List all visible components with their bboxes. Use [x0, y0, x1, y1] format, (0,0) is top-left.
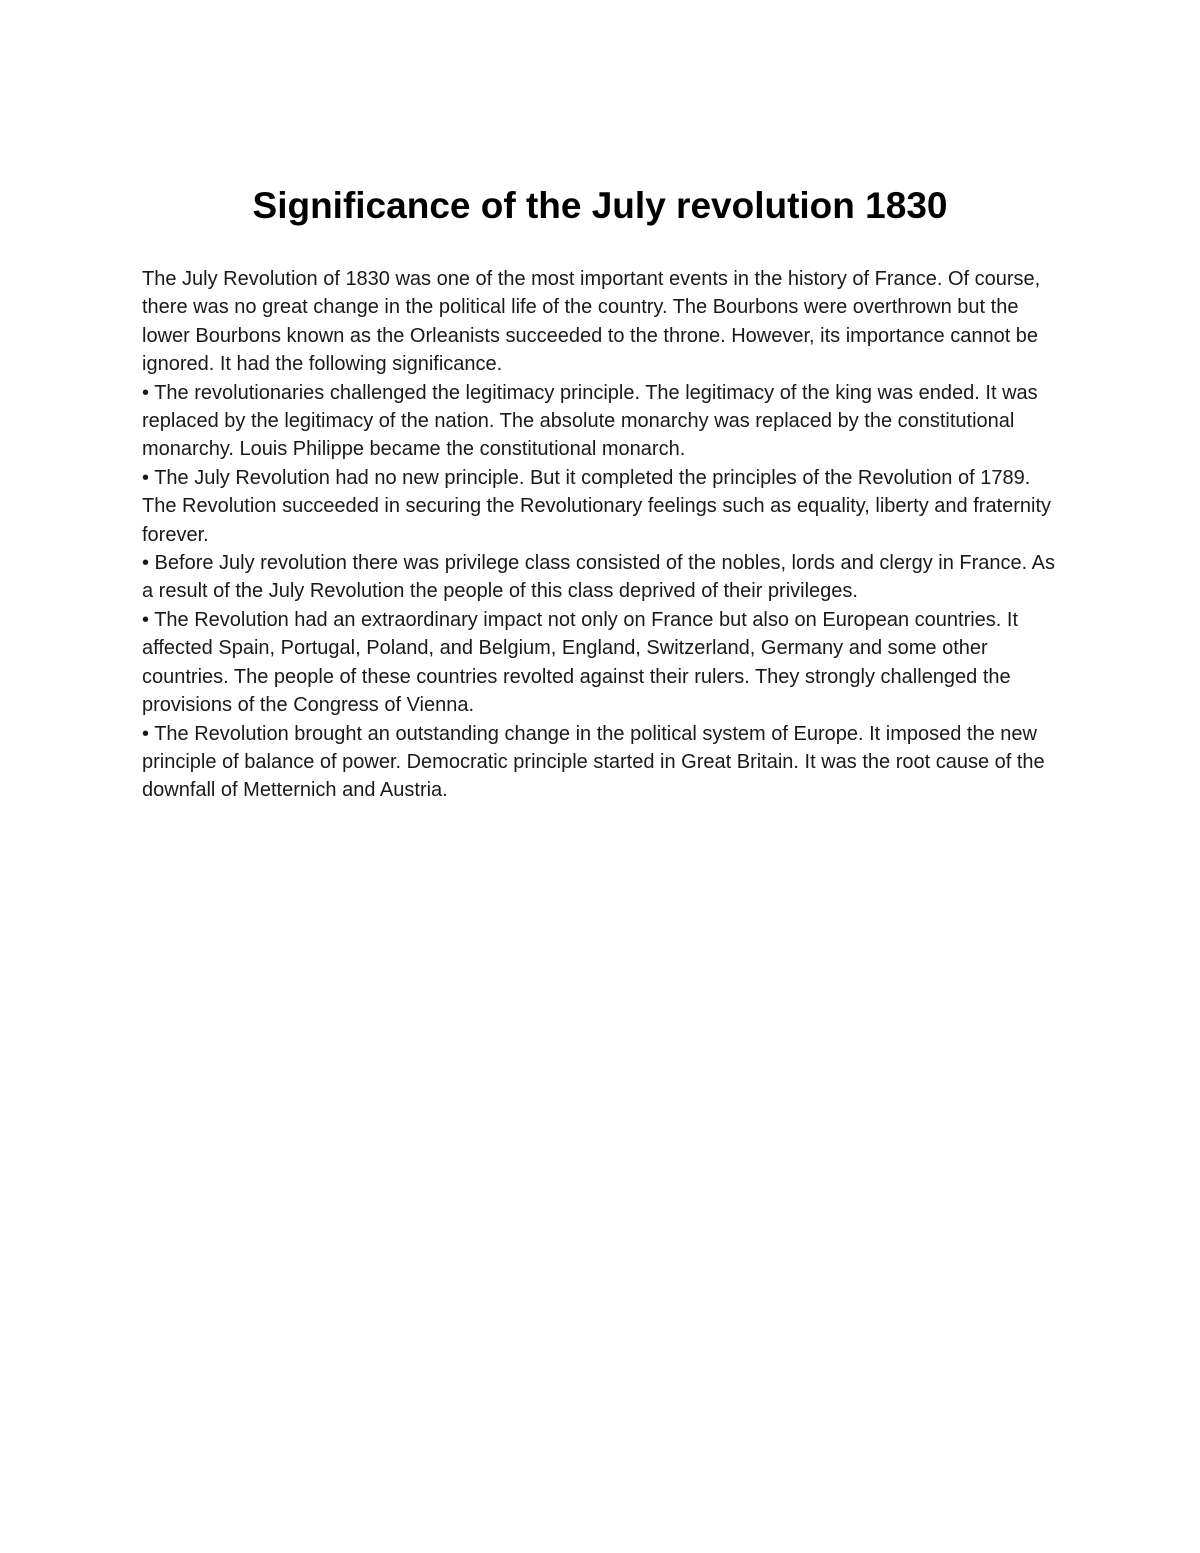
bullet-paragraph-europe-impact: • The Revolution had an extraordinary impact not only on France but also on European countries. It affected Spain, Portugal, Poland, and Belgium, England, Switzerland, Germany and some other countries. The people of these countries revolted against their rulers. They strongly challenged the provisions of the Congress of Vienna. [142, 608, 1019, 717]
bullet-paragraph-privilege: • Before July revolution there was privilege class consisted of the nobles, lords and clergy in France. As a result of the July Revolution the people of this class deprived of their privileges. [142, 552, 1056, 603]
bullet-paragraph-political-system: • The Revolution brought an outstanding change in the political system of Europe. It imposed the new principle of balance of power. Democratic principle started in Great Britain. It was the root cause of the downfall of Metternich and Austria. [142, 722, 1045, 802]
document-title: Significance of the July revolution 1830 [252, 185, 948, 226]
bullet-paragraph-legitimacy: • The revolutionaries challenged the legitimacy principle. The legitimacy of the king was ended. It was replaced by the legitimacy of the nation. The absolute monarchy was replaced by the constitutional monarchy. Louis Philippe became the constitutional monarch. [142, 381, 1038, 461]
document-body [142, 265, 1062, 805]
bullet-paragraph-principles: • The July Revolution had no new principle. But it completed the principles of the Revolution of 1789. The Revolution succeeded in securing the Revolutionary feelings such as equality, liberty and fraternity forever. [142, 466, 1052, 546]
intro-paragraph: The July Revolution of 1830 was one of the most important events in the history of France. Of course, there was no great change in the political life of the country. The Bourbons were overthrown but the lower Bourbons known as the Orleanists succeeded to the throne. However, its importance cannot be ignored. It had the following significance. [142, 268, 1041, 376]
